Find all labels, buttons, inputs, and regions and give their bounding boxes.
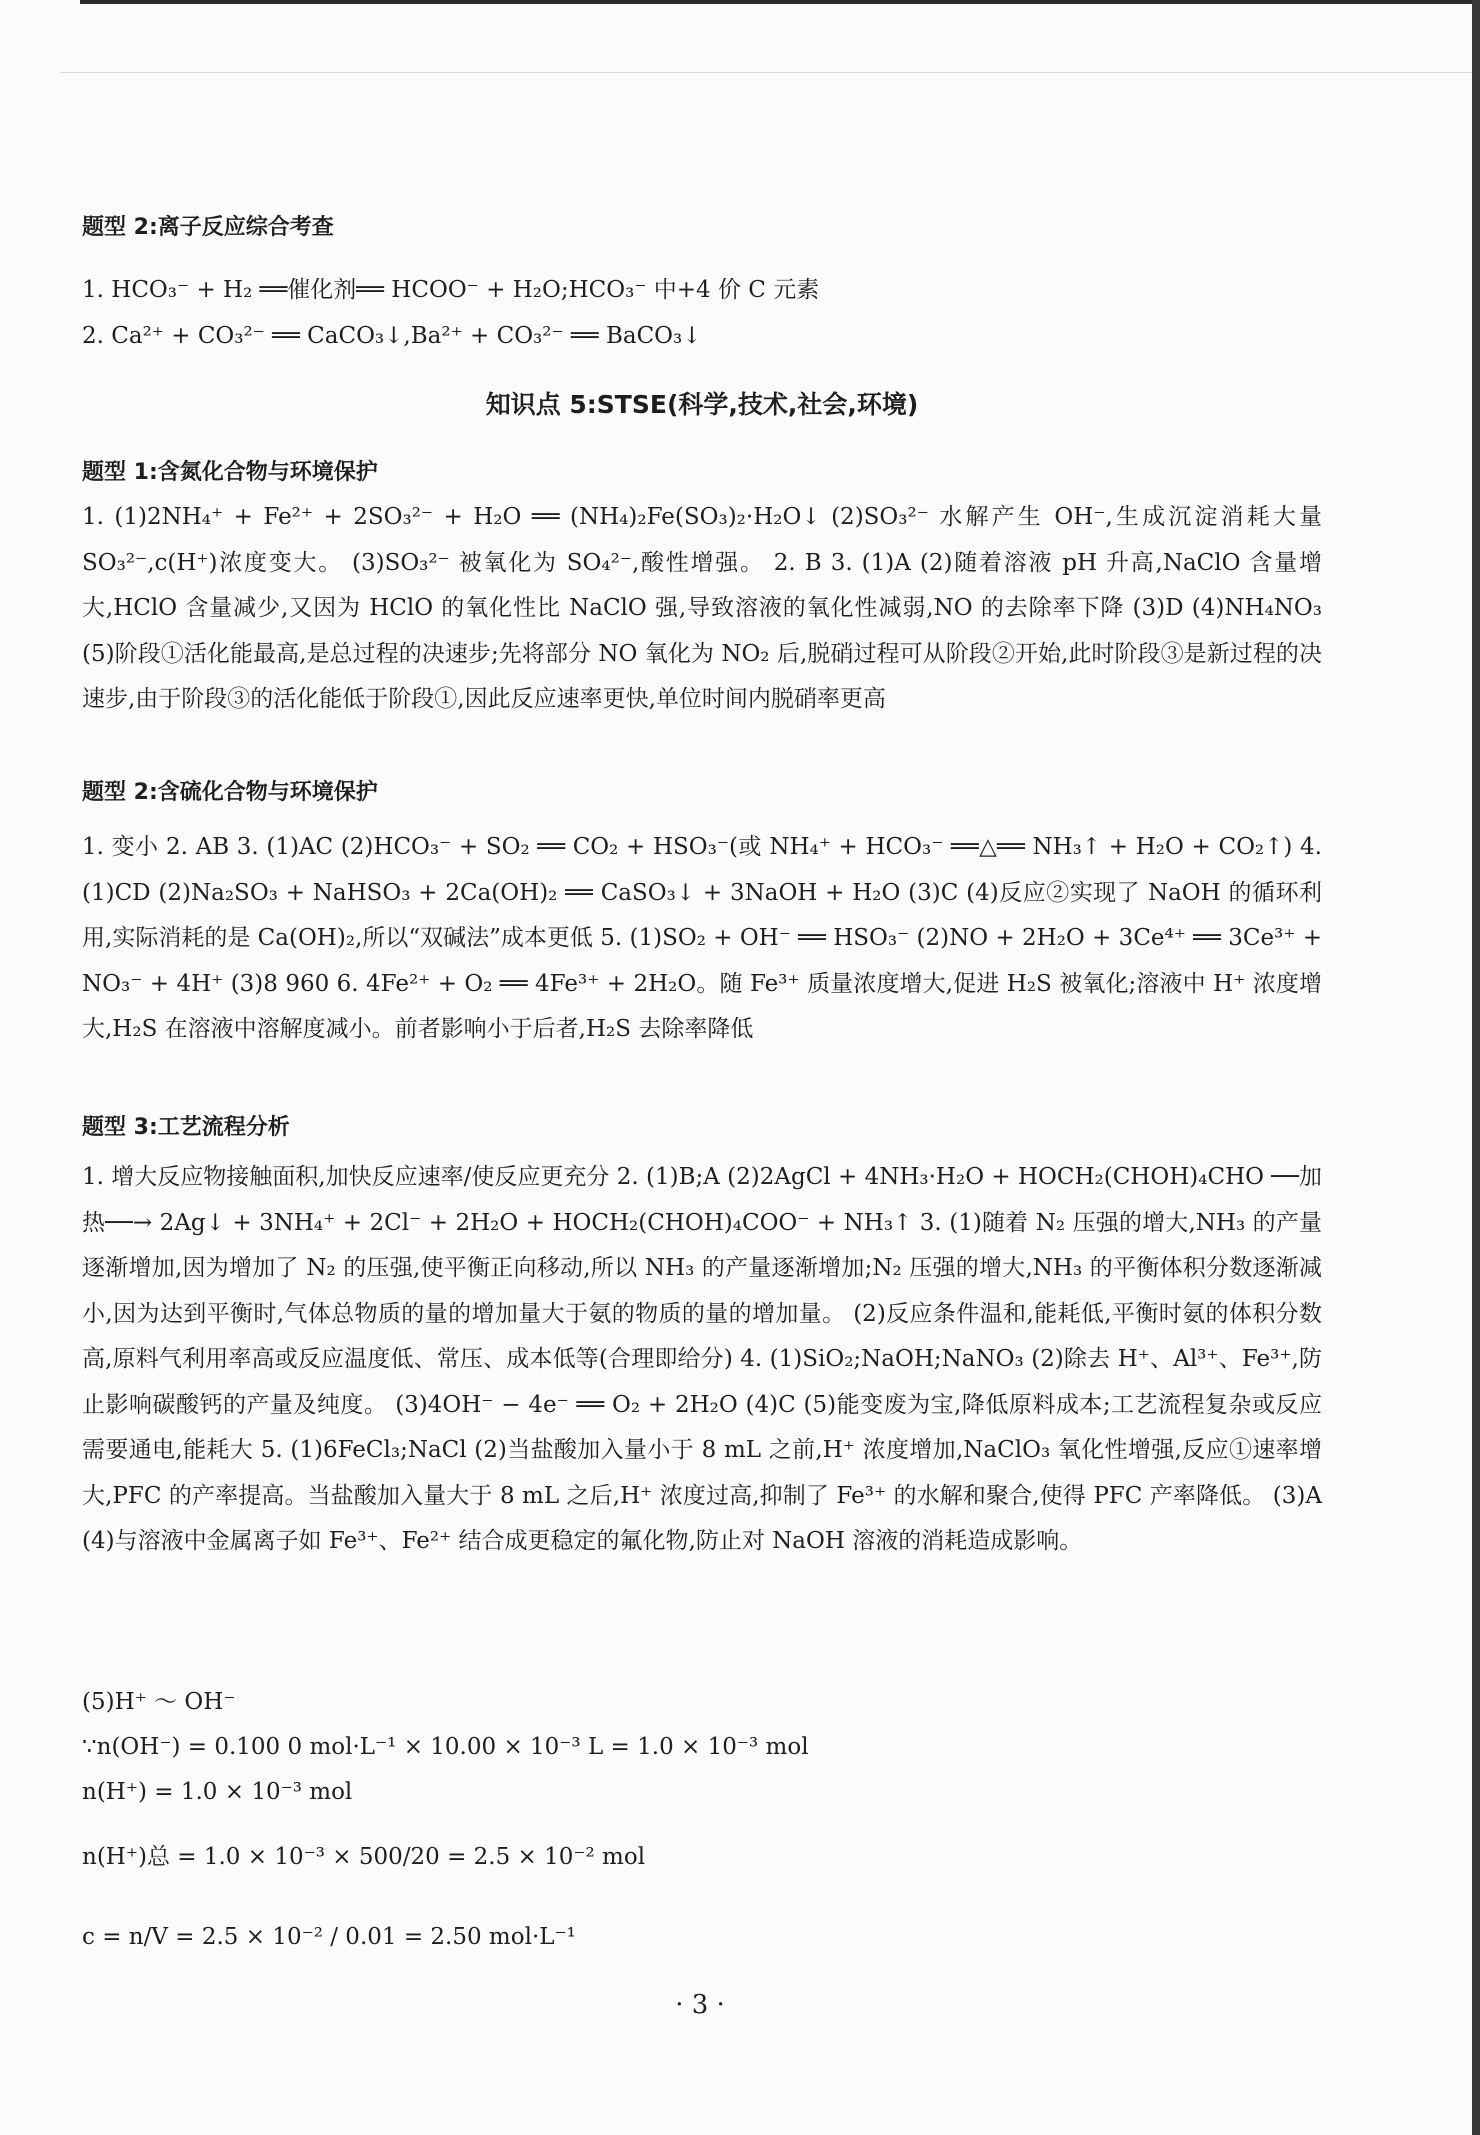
answer-paragraph: 1. HCO₃⁻ + H₂ ══催化剂══ HCOO⁻ + H₂O;HCO₃⁻ 中+4 价 C 元素 bbox=[82, 277, 820, 303]
page-edge-shadow bbox=[1472, 0, 1480, 2135]
subheading: 题型 2:离子反应综合考查 bbox=[82, 215, 334, 240]
section-title: 知识点 5:STSE(科学,技术,社会,环境) bbox=[485, 390, 919, 419]
calculation-line: ∵n(OH⁻) = 0.100 0 mol·L⁻¹ × 10.00 × 10⁻³ L = 1.0 × 10⁻³ mol bbox=[82, 1734, 809, 1760]
answer-paragraph: 1. 增大反应物接触面积,加快反应速率/使反应更充分 2. (1)B;A (2)2AgCl + 4NH₃·H₂O + HOCH₂(CHOH)₄CHO ──加热──→ 2Ag↓ + 3NH₄⁺ + 2Cl⁻ + 2H₂O + HOCH₂(CHOH)₄COO⁻ + NH₃↑ 3. (1)随着 N₂ 压强的增大,NH₃ 的产量逐渐增加,因为增加了 N₂ 的压强,使平衡正向移动,所以 NH₃ 的产量逐渐增加;N₂ 压强的增大,NH₃ 的平衡体积分数逐渐减小,因为达到平衡时,气体总物质的量的增加量大于氨的物质的量的增加量。 (2)反应条件温和,能耗低,平衡时氨的体积分数高,原料气利用率高或反应温度低、常压、成本低等(合理即给分) 4. (1)SiO₂;NaOH;NaNO₃ (2)除去 H⁺、Al³⁺、Fe³⁺,防止影响碳酸钙的产量及纯度。 (3)4OH⁻ − 4e⁻ ══ O₂ + 2H₂O (4)C (5)能变废为宝,降低原料成本;工艺流程复杂或反应需要通电,能耗大 5. (1)6FeCl₃;NaCl (2)当盐酸加入量小于 8 mL 之前,H⁺ 浓度增加,NaClO₃ 氧化性增强,反应①速率增大,PFC 的产率提高。当盐酸加入量大于 8 mL 之后,H⁺ 浓度过高,抑制了 Fe³⁺ 的水解和聚合,使得 PFC 产率降低。 (3)A (4)与溶液中金属离子如 Fe³⁺、Fe²⁺ 结合成更稳定的氟化物,防止对 NaOH 溶液的消耗造成影响。 bbox=[82, 1164, 1322, 1554]
calculation-line: c = n/V = 2.5 × 10⁻² / 0.01 = 2.50 mol·L⁻¹ bbox=[82, 1924, 576, 1950]
calculation-line: n(H⁺) = 1.0 × 10⁻³ mol bbox=[82, 1779, 353, 1805]
answer-paragraph: 2. Ca²⁺ + CO₃²⁻ ══ CaCO₃↓,Ba²⁺ + CO₃²⁻ ══ BaCO₃↓ bbox=[82, 323, 702, 349]
subheading: 题型 2:含硫化合物与环境保护 bbox=[82, 780, 378, 805]
subheading: 题型 1:含氮化合物与环境保护 bbox=[82, 460, 378, 485]
answer-paragraph: 1. 变小 2. AB 3. (1)AC (2)HCO₃⁻ + SO₂ ══ CO₂ + HSO₃⁻(或 NH₄⁺ + HCO₃⁻ ══△══ NH₃↑ + H₂O + CO₂↑) 4. (1)CD (2)Na₂SO₃ + NaHSO₃ + 2Ca(OH)₂ ══ CaSO₃↓ + 3NaOH + H₂O (3)C (4)反应②实现了 NaOH 的循环利用,实际消耗的是 Ca(OH)₂,所以“双碱法”成本更低 5. (1)SO₂ + OH⁻ ══ HSO₃⁻ (2)NO + 2H₂O + 3Ce⁴⁺ ══ 3Ce³⁺ + NO₃⁻ + 4H⁺ (3)8 960 6. 4Fe²⁺ + O₂ ══ 4Fe³⁺ + 2H₂O。随 Fe³⁺ 质量浓度增大,促进 H₂S 被氧化;溶液中 H⁺ 浓度增大,H₂S 在溶液中溶解度减小。前者影响小于后者,H₂S 去除率降低 bbox=[82, 834, 1322, 1042]
subheading: 题型 3:工艺流程分析 bbox=[82, 1115, 290, 1140]
calculation-line: n(H⁺)总 = 1.0 × 10⁻³ × 500/20 = 2.5 × 10⁻² mol bbox=[82, 1844, 646, 1870]
page-number: · 3 · bbox=[675, 1990, 725, 2020]
calculation-line: (5)H⁺ ～ OH⁻ bbox=[82, 1689, 236, 1715]
top-border-line bbox=[80, 0, 1480, 4]
header-rule bbox=[60, 72, 1480, 73]
answer-paragraph: 1. (1)2NH₄⁺ + Fe²⁺ + 2SO₃²⁻ + H₂O ══ (NH₄)₂Fe(SO₃)₂·H₂O↓ (2)SO₃²⁻ 水解产生 OH⁻,生成沉淀消耗大量 SO₃²⁻,c(H⁺)浓度变大。 (3)SO₃²⁻ 被氧化为 SO₄²⁻,酸性增强。 2. B 3. (1)A (2)随着溶液 pH 升高,NaClO 含量增大,HClO 含量减少,又因为 HClO 的氧化性比 NaClO 强,导致溶液的氧化性减弱,NO 的去除率下降 (3)D (4)NH₄NO₃ (5)阶段①活化能最高,是总过程的决速步;先将部分 NO 氧化为 NO₂ 后,脱硝过程可从阶段②开始,此时阶段③是新过程的决速步,由于阶段③的活化能低于阶段①,因此反应速率更快,单位时间内脱硝率更高 bbox=[82, 504, 1322, 712]
